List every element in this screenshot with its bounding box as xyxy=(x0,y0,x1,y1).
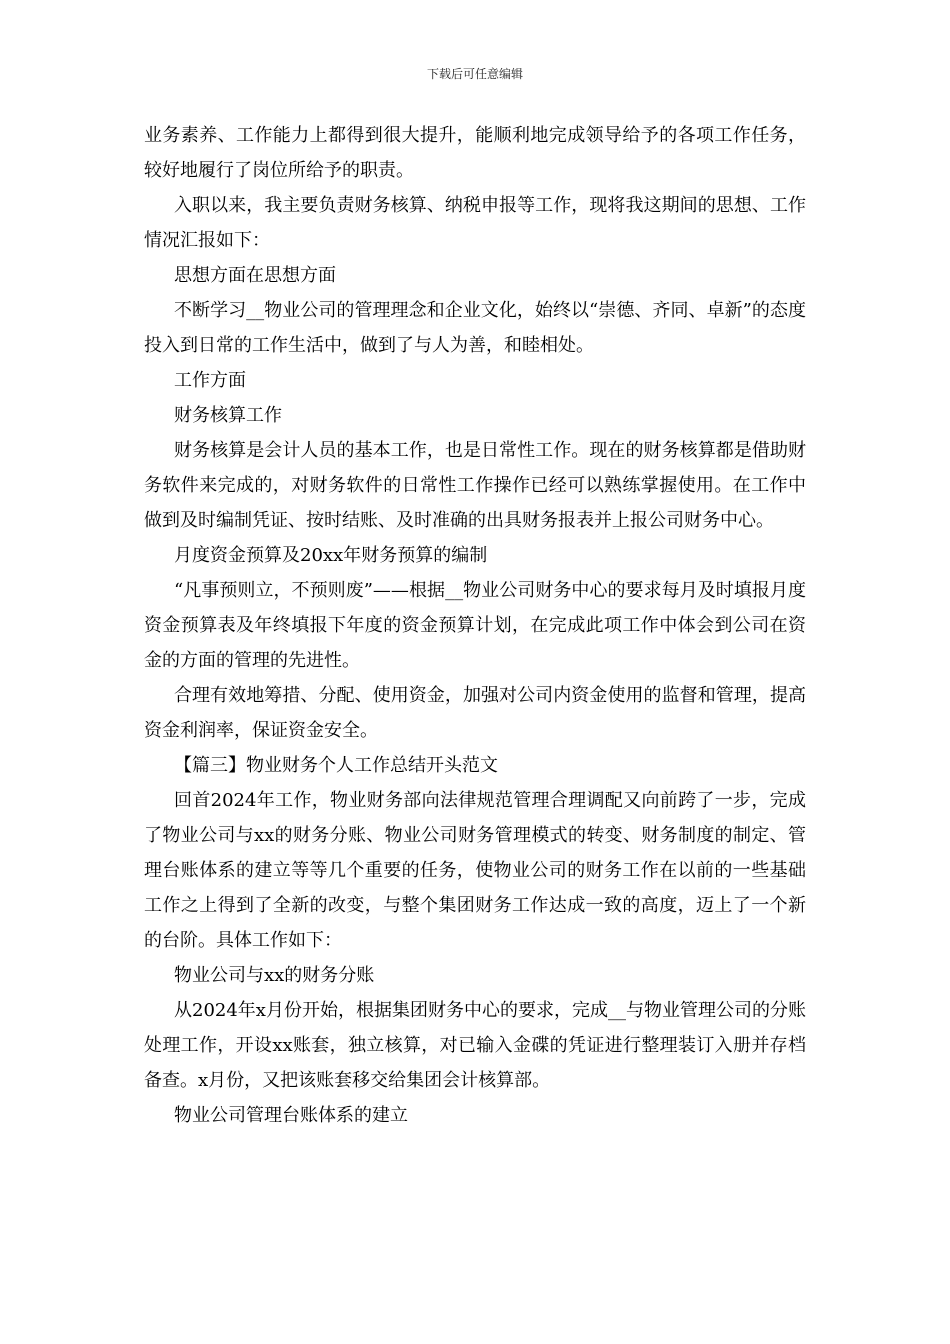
section-heading: 财务核算工作 xyxy=(174,405,282,426)
paragraph: “凡事预则立，不预则废”——根据__物业公司财务中心的要求每月及时填报月度资金预算表及年终填报下年度的资金预算计划，在完成此项工作中体会到公司在资金的方面的管理的先进性。 xyxy=(144,580,806,671)
paragraph: 入职以来，我主要负责财务核算、纳税申报等工作，现将我这期间的思想、工作情况汇报如下： xyxy=(144,195,806,251)
document-body xyxy=(144,118,806,1133)
paragraph: 合理有效地筹措、分配、使用资金，加强对公司内资金使用的监督和管理，提高资金利润率，保证资金安全。 xyxy=(144,685,806,741)
section-heading: 工作方面 xyxy=(174,370,246,391)
section-heading: 月度资金预算及20xx年财务预算的编制 xyxy=(174,545,488,566)
section-heading: 物业公司与xx的财务分账 xyxy=(174,965,375,986)
paragraph: 回首2024年工作，物业财务部向法律规范管理合理调配又向前跨了一步，完成了物业公司与xx的财务分账、物业公司财务管理模式的转变、财务制度的制定、管理台账体系的建立等等几个重要的任务，使物业公司的财务工作在以前的一些基础工作之上得到了全新的改变，与整个集团财务工作达成一致的高度，迈上了一个新的台阶。具体工作如下： xyxy=(144,790,806,951)
paragraph: 从2024年x月份开始，根据集团财务中心的要求，完成__与物业管理公司的分账处理工作，开设xx账套，独立核算，对已输入金碟的凭证进行整理装订入册并存档备查。x月份，又把该账套移交给集团会计核算部。 xyxy=(144,1000,806,1091)
paragraph: 不断学习__物业公司的管理理念和企业文化，始终以“崇德、齐同、卓新”的态度投入到日常的工作生活中，做到了与人为善，和睦相处。 xyxy=(144,300,806,356)
paragraph: 财务核算是会计人员的基本工作，也是日常性工作。现在的财务核算都是借助财务软件来完成的，对财务软件的日常性工作操作已经可以熟练掌握使用。在工作中做到及时编制凭证、按时结账、及时准确的出具财务报表并上报公司财务中心。 xyxy=(144,440,806,531)
paragraph: 业务素养、工作能力上都得到很大提升，能顺利地完成领导给予的各项工作任务，较好地履行了岗位所给予的职责。 xyxy=(144,125,806,181)
section-heading: 物业公司管理台账体系的建立 xyxy=(174,1105,408,1126)
article-title: 【篇三】物业财务个人工作总结开头范文 xyxy=(174,755,498,776)
section-heading: 思想方面在思想方面 xyxy=(174,265,336,286)
page-header: 下载后可任意编辑 xyxy=(426,67,523,81)
